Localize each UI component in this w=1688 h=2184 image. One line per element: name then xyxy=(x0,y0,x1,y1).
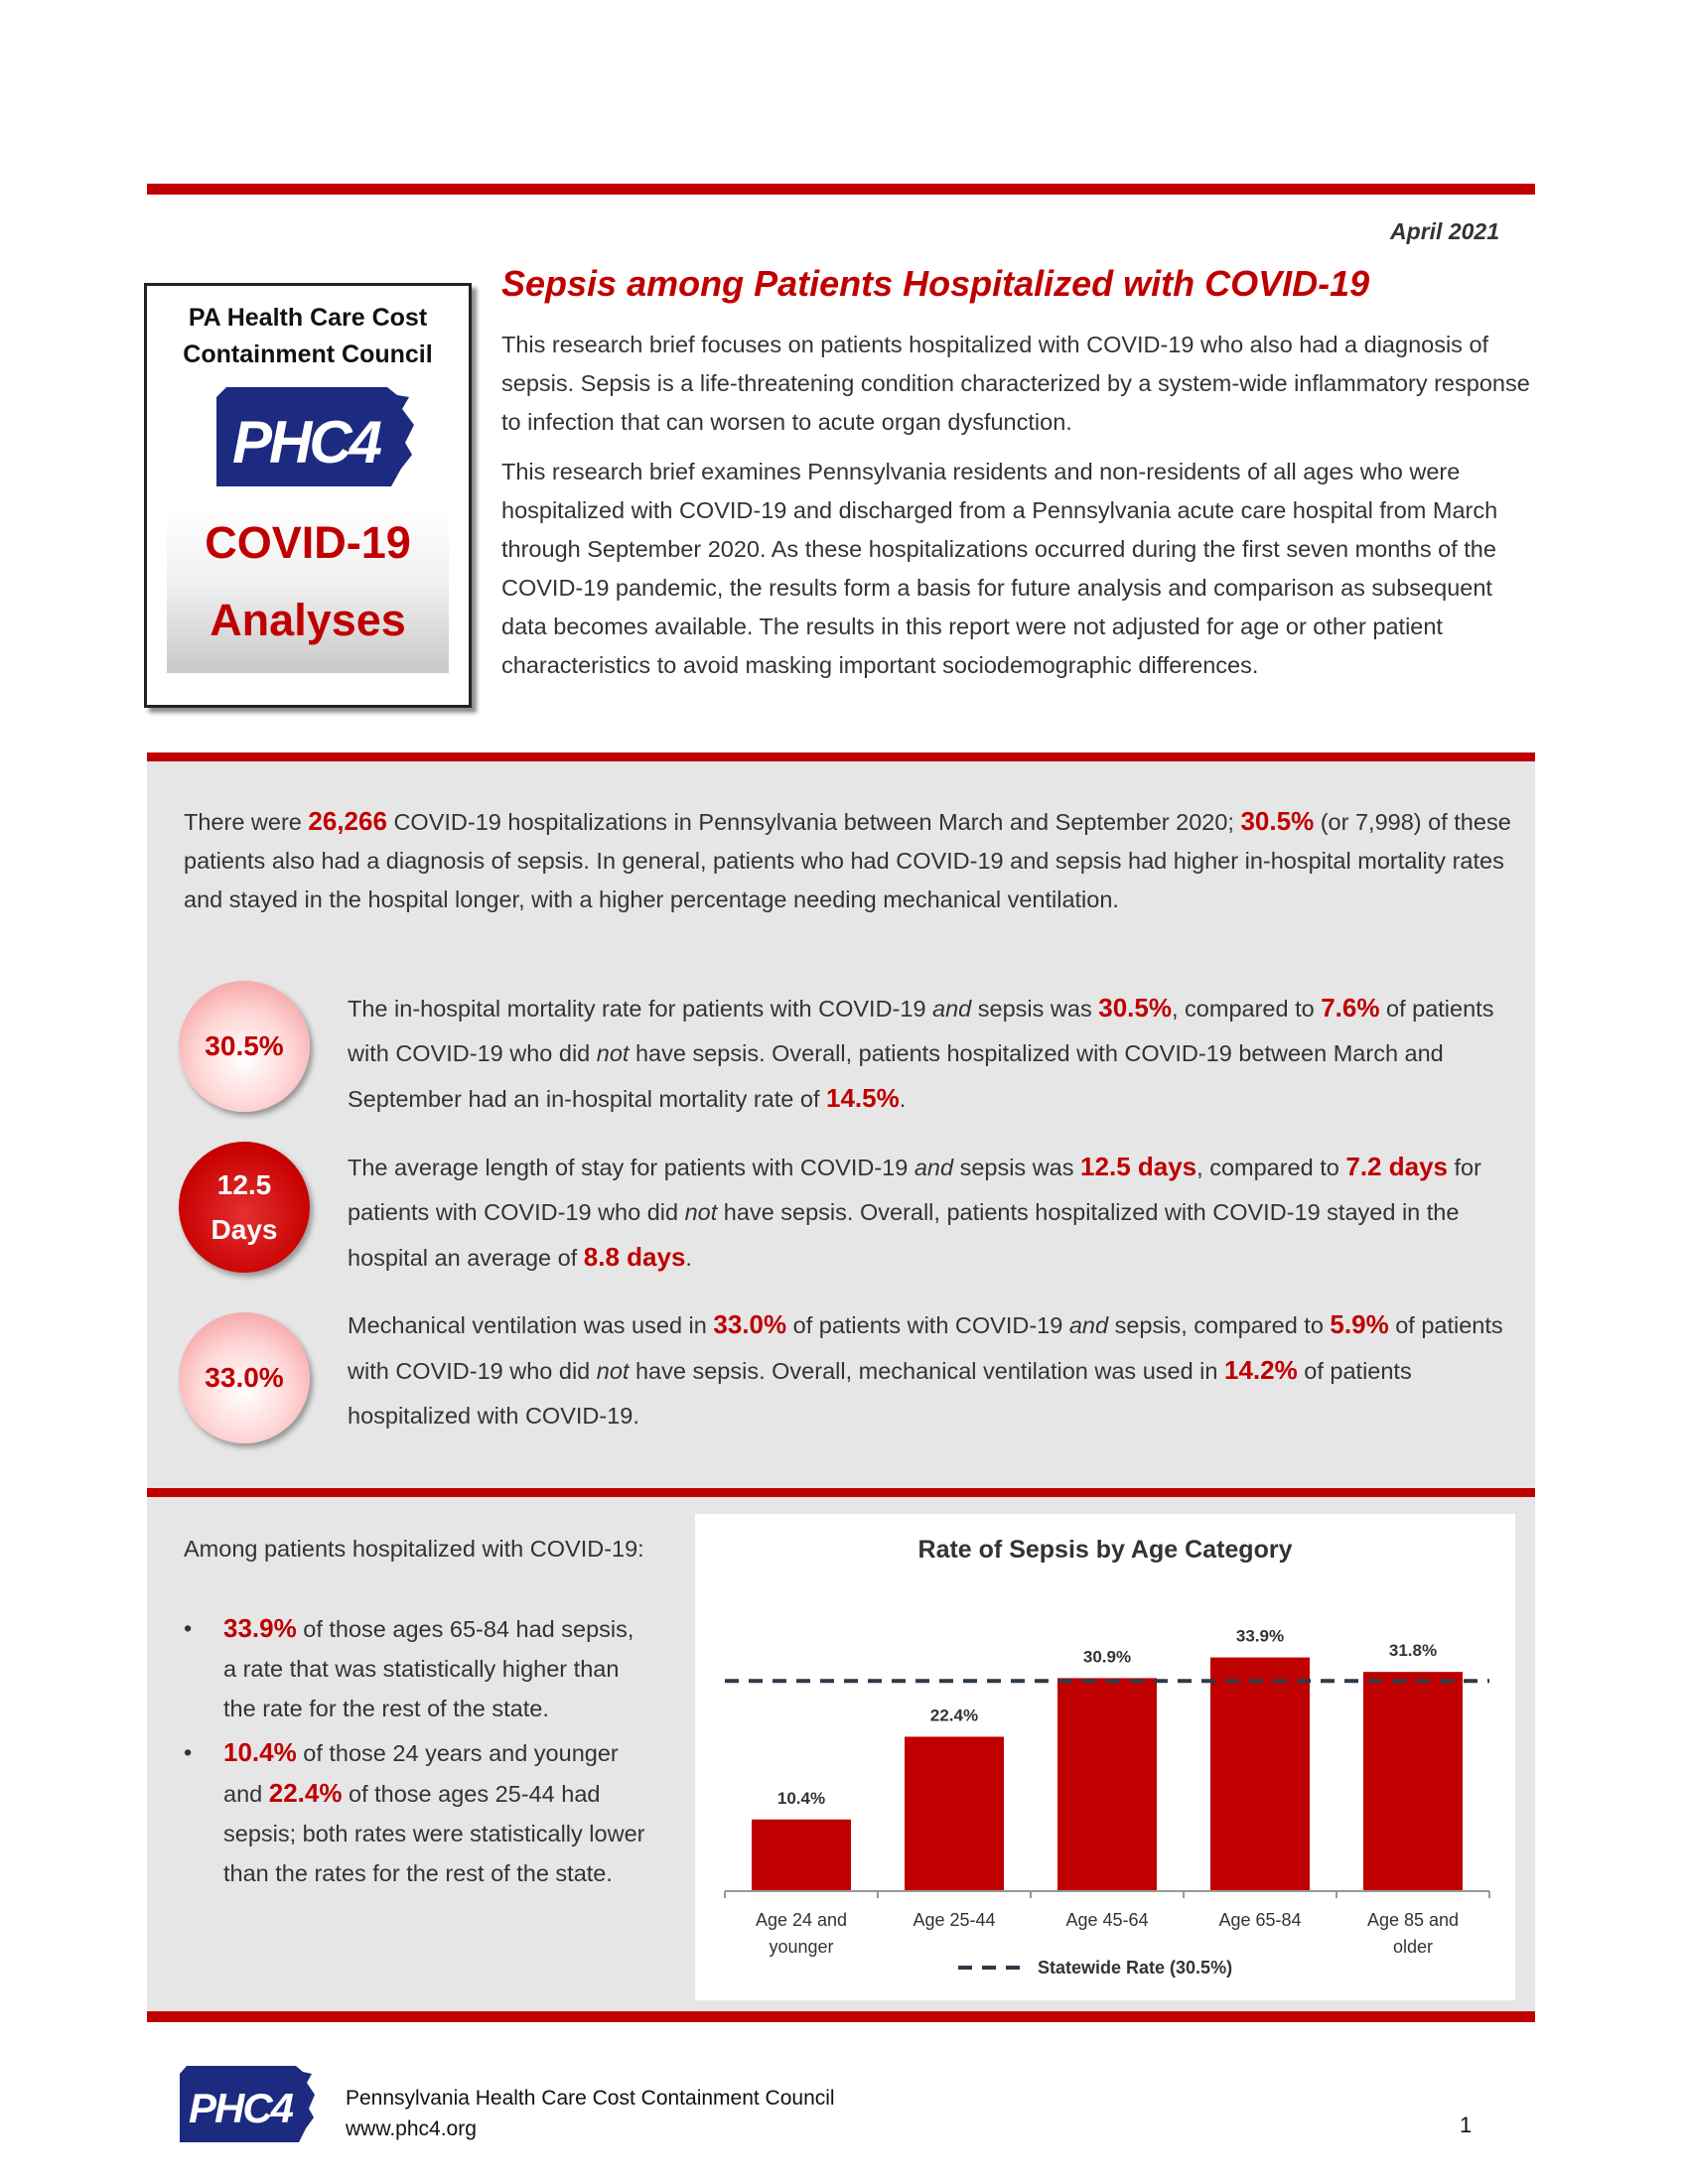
finding-value: 7.6% xyxy=(1321,993,1380,1023)
finding-value: 12.5 days xyxy=(1080,1152,1197,1181)
intro-text xyxy=(501,326,1534,696)
intro-paragraph-1: This research brief focuses on patients hospitalized with COVID-19 who also had a diagnosis of sepsis. Sepsis is a life-threatening condition characterized by a system-wide inflammatory response to infection that can worsen to acute organ dysfunction. xyxy=(501,332,1530,435)
finding-text: The average length of stay for patients with COVID-19 xyxy=(348,1155,914,1180)
mortality-badge xyxy=(179,981,310,1112)
finding-text: of patients with COVID-19 who did xyxy=(348,996,1494,1066)
finding-text: , compared to xyxy=(1196,1155,1346,1180)
footer-org xyxy=(346,2083,835,2144)
chart-bar xyxy=(905,1736,1004,1891)
top-rule xyxy=(147,184,1535,195)
mortality-badge-value: 30.5% xyxy=(205,1030,284,1061)
mortality-finding xyxy=(348,986,1509,1122)
bar-value-label: 10.4% xyxy=(776,1788,826,1808)
x-tick-label: Age 25-44 xyxy=(913,1910,996,1930)
summary-sepsis-rate: 30.5% xyxy=(1240,806,1315,836)
x-tick-label: Age 45-64 xyxy=(1065,1910,1149,1930)
finding-text: sepsis, compared to xyxy=(1108,1312,1331,1338)
bar-value-label: 31.8% xyxy=(1388,1641,1438,1661)
logo-badge-line1: COVID-19 xyxy=(205,517,411,568)
finding-value: 14.2% xyxy=(1224,1355,1298,1385)
finding-value: 22.4% xyxy=(268,1778,343,1808)
finding-text: . xyxy=(685,1245,692,1271)
finding-text: of those ages 25-44 had sepsis; both rates were statistically lower than the rates for the rest of the state. xyxy=(223,1781,645,1886)
finding-value: 14.5% xyxy=(826,1083,900,1113)
length-of-stay-badge xyxy=(179,1142,310,1273)
finding-value: 30.5% xyxy=(1098,993,1172,1023)
x-tick-label: Age 24 and xyxy=(755,1910,848,1930)
finding-value: 33.9% xyxy=(223,1613,297,1643)
bullet-icon: • xyxy=(184,1615,193,1641)
finding-value: 7.2 days xyxy=(1345,1152,1448,1181)
age-findings-list xyxy=(184,1608,650,1897)
footer-logo-text: PHC4 xyxy=(188,2085,293,2131)
chart-bar xyxy=(1363,1672,1463,1891)
summary-total-hospitalizations: 26,266 xyxy=(308,806,387,836)
finding-text: , compared to xyxy=(1172,996,1322,1022)
ventilation-finding xyxy=(348,1302,1509,1438)
chart-bar xyxy=(1057,1678,1157,1891)
x-tick-label: Age 85 and xyxy=(1366,1910,1460,1930)
intro-paragraph-2: This research brief examines Pennsylvania residents and non-residents of all ages who were hospitalized with COVID-19 and discharged from a Pennsylvania acute care hospital from March through September 2020. As these hospitalizations occurred during the first seven months of the COVID-19 pandemic, the results form a basis for future analysis and comparison as subsequent data becomes available. The results in this report were not adjusted for age or other patient characteristics to avoid masking important sociodemographic differences. xyxy=(501,459,1498,678)
covid-analyses-logo xyxy=(144,283,472,708)
finding-text: have sepsis. Overall, patients hospitalized with COVID-19 between March and September had an in-hospital mortality rate of xyxy=(348,1040,1444,1112)
chart-bar xyxy=(752,1820,851,1891)
finding-value: 33.0% xyxy=(713,1309,787,1339)
bullet-icon: • xyxy=(184,1739,193,1765)
finding-emphasis: and xyxy=(932,996,972,1022)
finding-text: for patients with COVID-19 who did xyxy=(348,1155,1481,1225)
page-number: 1 xyxy=(1460,2113,1473,2137)
finding-value: 5.9% xyxy=(1330,1309,1389,1339)
bar-value-label: 22.4% xyxy=(929,1706,979,1725)
finding-emphasis: not xyxy=(684,1199,718,1225)
section-rule-2 xyxy=(147,1488,1535,1497)
summary-paragraph xyxy=(184,802,1514,919)
finding-text: of patients with COVID-19 xyxy=(786,1312,1069,1338)
finding-emphasis: not xyxy=(596,1358,630,1384)
chart-title: Rate of Sepsis by Age Category xyxy=(917,1536,1293,1564)
sepsis-age-chart xyxy=(695,1514,1515,2000)
finding-value: 10.4% xyxy=(223,1737,297,1767)
length-of-stay-finding xyxy=(348,1145,1509,1281)
finding-text: sepsis was xyxy=(953,1155,1081,1180)
summary-text: COVID-19 hospitalizations in Pennsylvania between March and September 2020; xyxy=(386,809,1241,835)
phc4-logo-icon xyxy=(212,385,416,489)
finding-text: . xyxy=(899,1086,907,1112)
ventilation-badge-value: 33.0% xyxy=(205,1362,284,1393)
age-section-intro: Among patients hospitalized with COVID-19: xyxy=(184,1536,644,1562)
finding-value: 8.8 days xyxy=(583,1242,686,1272)
bottom-rule xyxy=(147,2011,1535,2022)
footer-org-name: Pennsylvania Health Care Cost Containment Council xyxy=(346,2087,835,2110)
report-date: April 2021 xyxy=(1390,218,1499,244)
bar-value-label: 30.9% xyxy=(1082,1647,1132,1667)
finding-text: Mechanical ventilation was used in xyxy=(348,1312,714,1338)
page-title: Sepsis among Patients Hospitalized with COVID-19 xyxy=(501,263,1370,304)
finding-text: sepsis was xyxy=(971,996,1099,1022)
finding-emphasis: and xyxy=(1068,1312,1109,1338)
ventilation-badge xyxy=(179,1312,310,1443)
legend-label: Statewide Rate (30.5%) xyxy=(1038,1958,1233,1978)
phc4-footer-logo-icon xyxy=(177,2065,316,2144)
logo-mark-text: PHC4 xyxy=(231,409,380,476)
los-badge-value: 12.5 xyxy=(216,1169,272,1200)
summary-text: (or 7,998) of these patients also had a diagnosis of sepsis. In general, patients who had COVID-19 and sepsis had higher in-hospital mortality rates and stayed in the hospital longer, with a higher percentage needing mechanical ventilation. xyxy=(184,809,1511,912)
list-item xyxy=(184,1608,650,1728)
x-tick-label: Age 65-84 xyxy=(1218,1910,1302,1930)
finding-text: have sepsis. Overall, mechanical ventilation was used in xyxy=(629,1358,1225,1384)
logo-badge-line2: Analyses xyxy=(210,595,406,645)
finding-emphasis: not xyxy=(596,1040,630,1066)
finding-text: of patients with COVID-19 who did xyxy=(348,1312,1503,1384)
finding-text: have sepsis. Overall, patients hospitalized with COVID-19 stayed in the hospital an average of xyxy=(348,1199,1460,1271)
bar-value-label: 33.9% xyxy=(1235,1626,1285,1646)
summary-text: There were xyxy=(184,809,309,835)
logo-badge xyxy=(167,504,449,673)
x-tick-label: younger xyxy=(769,1937,834,1957)
list-item xyxy=(184,1732,650,1893)
finding-text: The in-hospital mortality rate for patients with COVID-19 xyxy=(348,996,933,1022)
finding-text: of those ages 65-84 had sepsis, a rate that was statistically higher than the rate for the rest of the state. xyxy=(223,1616,634,1721)
x-tick-label: older xyxy=(1392,1937,1434,1957)
logo-org-name: PA Health Care Cost Containment Council xyxy=(183,304,433,368)
finding-text: of those 24 years and younger and xyxy=(223,1740,619,1807)
los-badge-unit: Days xyxy=(211,1214,278,1245)
section-rule-1 xyxy=(147,752,1535,761)
chart-bar xyxy=(1210,1658,1310,1891)
footer-url[interactable]: www.phc4.org xyxy=(346,2117,477,2140)
finding-emphasis: and xyxy=(914,1155,954,1180)
finding-text: of patients hospitalized with COVID-19. xyxy=(348,1358,1412,1429)
chart-plot xyxy=(695,1514,1515,2000)
